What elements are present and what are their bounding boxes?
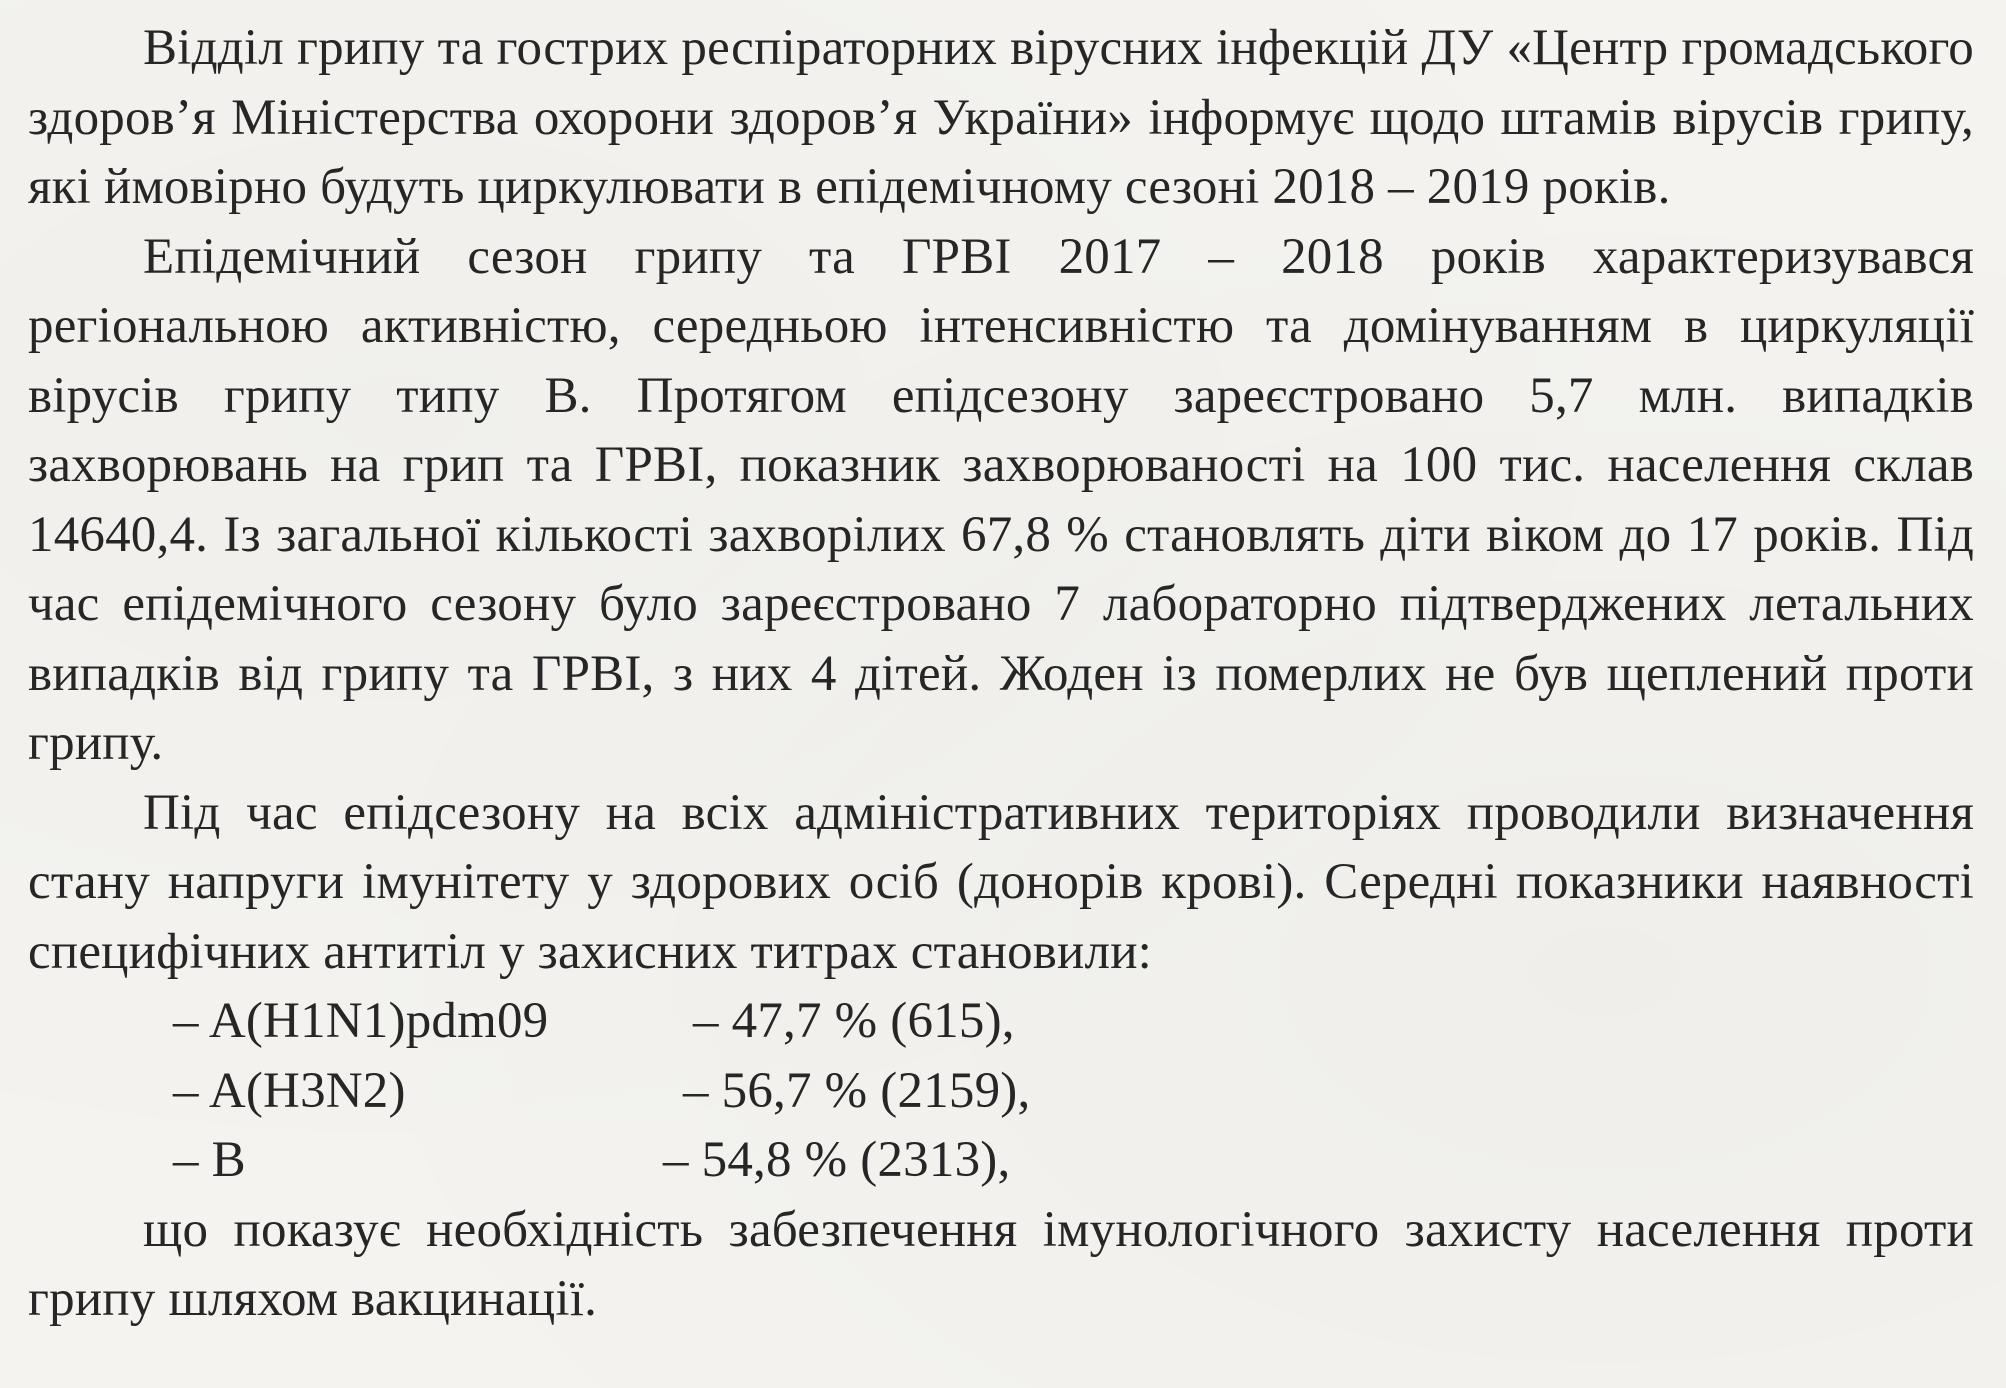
paragraph-season-summary: Епідемічний сезон грипу та ГРВІ 2017 – 2018 років характеризувався регіональною активністю, середньою інтенсивністю та домінуванням в циркуляції вірусів грипу типу В. Протягом епідсезону зареєстровано 5,7 млн. випадків захворювань на грип та ГРВІ, показник захворюваності на 100 тис. населення склав 14640,4. Із загальної кількості захворілих 67,8 % становлять діти віком до 17 років. Під час епідемічного сезону було зареєстровано 7 лабораторно підтверджених летальних випадків від грипу та ГРВІ, з них 4 дітей. Жоден із померлих не був щеплений проти грипу. bbox=[28, 228, 1974, 771]
antibody-list-item bbox=[28, 1126, 1974, 1196]
strain-name: – A(H1N1)pdm09 bbox=[173, 993, 549, 1049]
antibody-list-item bbox=[28, 1057, 1974, 1127]
paragraph-intro: Відділ грипу та гострих респіраторних вірусних інфекцій ДУ «Центр громадського здоров’я Міністерства охорони здоров’я України» інформує щодо штамів вірусів грипу, які ймовірно будуть циркулювати в епідемічному сезоні 2018 – 2019 років. bbox=[28, 20, 1974, 215]
strain-value: – 54,8 % (2313), bbox=[663, 1132, 1011, 1188]
paragraph-conclusion: що показує необхідність забезпечення імунологічного захисту населення проти грипу шляхом вакцинації. bbox=[28, 1201, 1974, 1327]
antibody-list-item bbox=[28, 987, 1974, 1057]
strain-value: – 56,7 % (2159), bbox=[683, 1062, 1031, 1119]
strain-value: – 47,7 % (615), bbox=[693, 993, 1015, 1049]
paragraph-immunity-study: Під час епідсезону на всіх адміністративних територіях проводили визначення стану напруги імунітету у здорових осіб (донорів крові). Середні показники наявності специфічних антитіл у захисних титрах становили: bbox=[28, 784, 1974, 980]
document-body bbox=[28, 14, 1974, 1335]
strain-name: – B bbox=[173, 1132, 246, 1188]
strain-name: – A(H3N2) bbox=[173, 1062, 406, 1119]
